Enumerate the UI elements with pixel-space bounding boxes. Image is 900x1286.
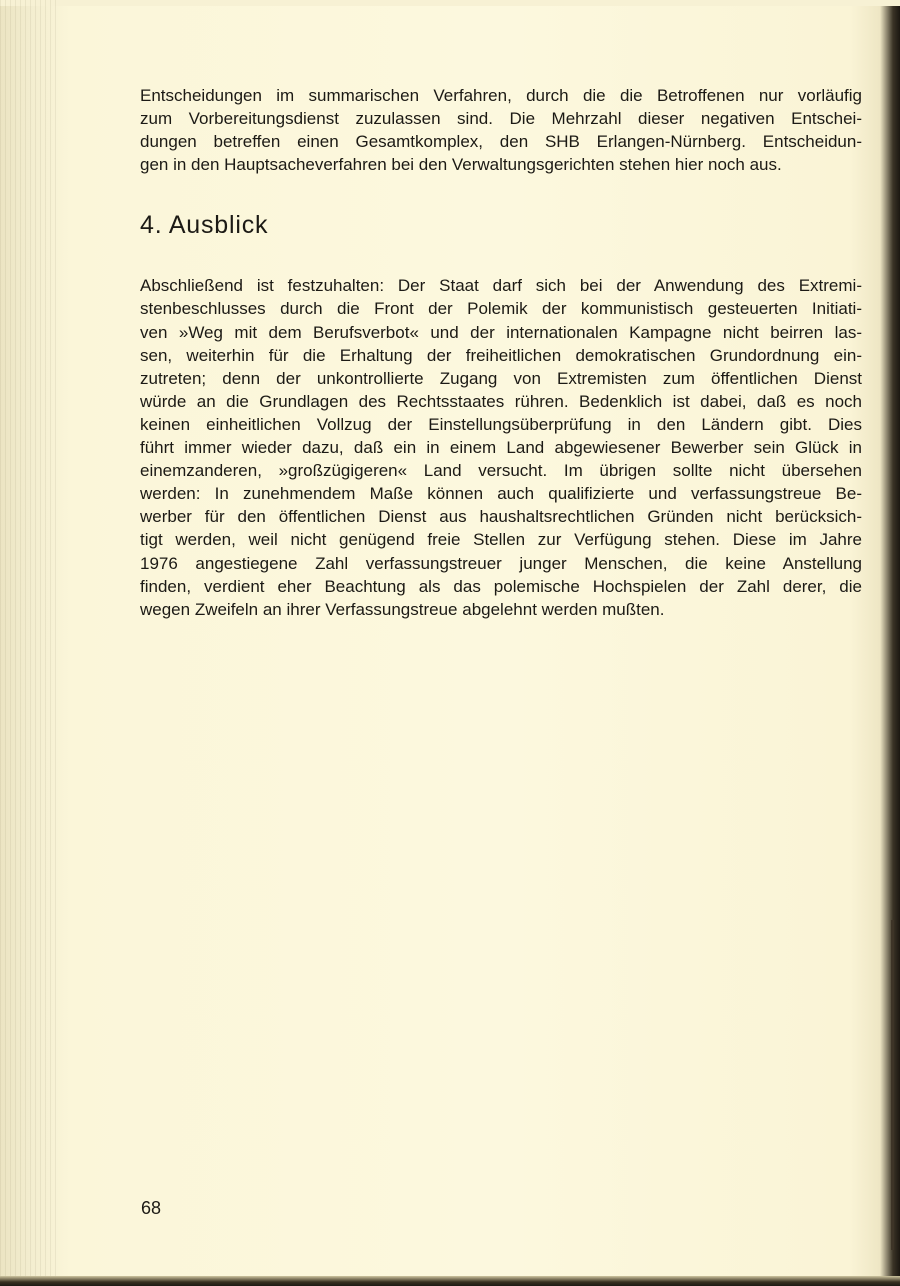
text-line: würde an die Grundlagen des Rechtsstaates rühren. Bedenklich ist dabei, daß es noch	[140, 391, 862, 411]
text-line: wegen Zweifeln an ihrer Verfassungstreue abgelehnt werden mußten.	[140, 599, 665, 619]
text-line: werber für den öffentlichen Dienst aus haushaltsrechtlichen Gründen nicht berücksich-	[140, 507, 862, 527]
text-line: sen, weiterhin für die Erhaltung der freiheitlichen demokratischen Grundordnung ein-	[140, 345, 862, 365]
text-line: keinen einheitlichen Vollzug der Einstellungsüberprüfung in den Ländern gibt. Dies	[140, 414, 862, 434]
intro-paragraph	[140, 84, 862, 176]
book-spine-edge	[0, 0, 60, 1286]
text-line: tigt werden, weil nicht genügend freie Stellen zur Verfügung stehen. Diese im Jahre	[140, 530, 862, 550]
text-line: ven »Weg mit dem Berufsverbot« und der internationalen Kampagne nicht beirren las-	[140, 322, 862, 342]
text-line: stenbeschlusses durch die Front der Polemik der kommunistisch gesteuerten Initiati-	[140, 299, 862, 319]
text-line: dungen betreffen einen Gesamtkomplex, den SHB Erlangen-Nürnberg. Entscheidun-	[140, 132, 862, 152]
text-line: Abschließend ist festzuhalten: Der Staat darf sich bei der Anwendung des Extremi-	[140, 276, 862, 296]
page-bottom-edge	[0, 1276, 900, 1286]
text-line: gen in den Hauptsacheverfahren bei den Verwaltungsgerichten stehen hier noch aus.	[140, 155, 782, 175]
section-heading: 4. Ausblick	[140, 211, 269, 240]
body-paragraph	[140, 274, 862, 620]
page-right-shadow	[891, 920, 894, 1250]
text-line: einemzanderen, »großzügigeren« Land versucht. Im übrigen sollte nicht übersehen	[140, 461, 862, 481]
text-line: finden, verdient eher Beachtung als das polemische Hochspielen der Zahl derer, die	[140, 576, 862, 596]
text-line: 1976 angestiegene Zahl verfassungstreuer junger Menschen, die keine Anstellung	[140, 553, 862, 573]
page-number: 68	[141, 1198, 162, 1218]
page-top-edge	[0, 0, 900, 6]
text-line: zutreten; denn der unkontrollierte Zugang von Extremisten zum öffentlichen Dienst	[140, 368, 862, 388]
text-line: zum Vorbereitungsdienst zuzulassen sind. Die Mehrzahl dieser negativen Entschei-	[140, 109, 862, 129]
text-line: werden: In zunehmendem Maße können auch qualifizierte und verfassungstreue Be-	[140, 484, 862, 504]
page-content	[140, 84, 862, 621]
text-line: Entscheidungen im summarischen Verfahren, durch die die Betroffenen nur vorläufig	[140, 86, 862, 105]
text-line: führt immer wieder dazu, daß ein in einem Land abgewiesener Bewerber sein Glück in	[140, 438, 862, 458]
